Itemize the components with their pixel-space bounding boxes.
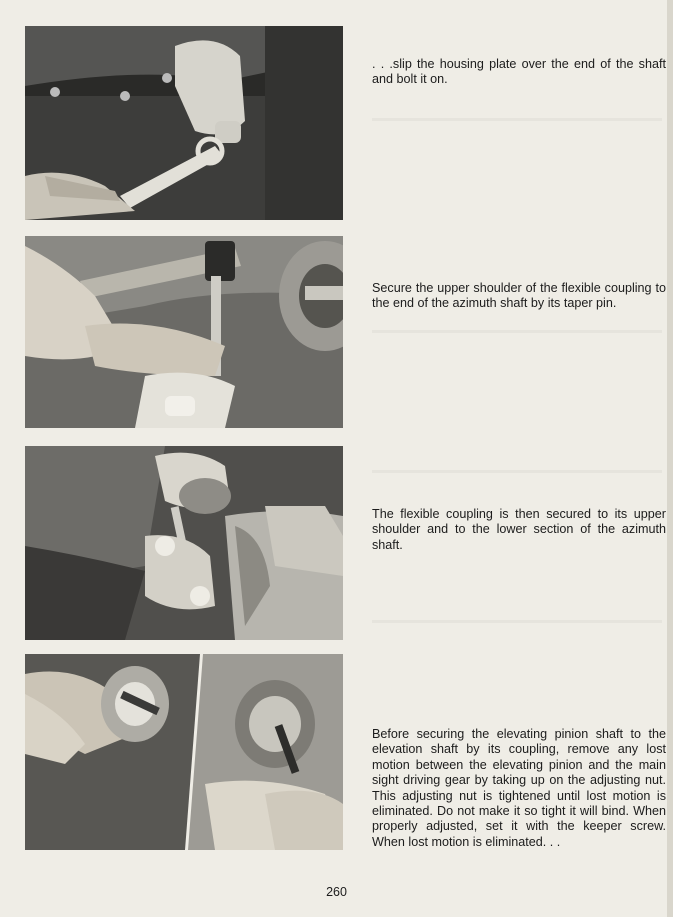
caption-adjusting-nut: Before securing the elevating pinion shaft to the elevation shaft by its coupling, remove any lost motion between the elevating pinion and the main sight driving gear by taking up on the adjusting nut. This adjusting nut is tightened until lost motion is eliminated. Do not make it so tight it will bind. When properly adjusted, set it with the keeper screw. When lost motion is eliminated. . .	[372, 727, 666, 849]
page-number: 260	[326, 885, 347, 899]
photo-housing-plate	[25, 26, 343, 220]
page-edge	[667, 0, 673, 917]
photo-taper-pin	[25, 236, 343, 428]
show-through	[372, 470, 662, 473]
show-through	[372, 620, 662, 623]
show-through	[372, 330, 662, 333]
photo-flexible-coupling	[25, 446, 343, 640]
photo-adjusting-nut	[25, 654, 343, 850]
show-through	[372, 118, 662, 121]
caption-taper-pin: Secure the upper shoulder of the flexible coupling to the end of the azimuth shaft by its taper pin.	[372, 281, 666, 311]
caption-housing-plate: . . .slip the housing plate over the end of the shaft and bolt it on.	[372, 57, 666, 87]
caption-flexible-coupling: The flexible coupling is then secured to its upper shoulder and to the lower section of the azimuth shaft.	[372, 507, 666, 552]
